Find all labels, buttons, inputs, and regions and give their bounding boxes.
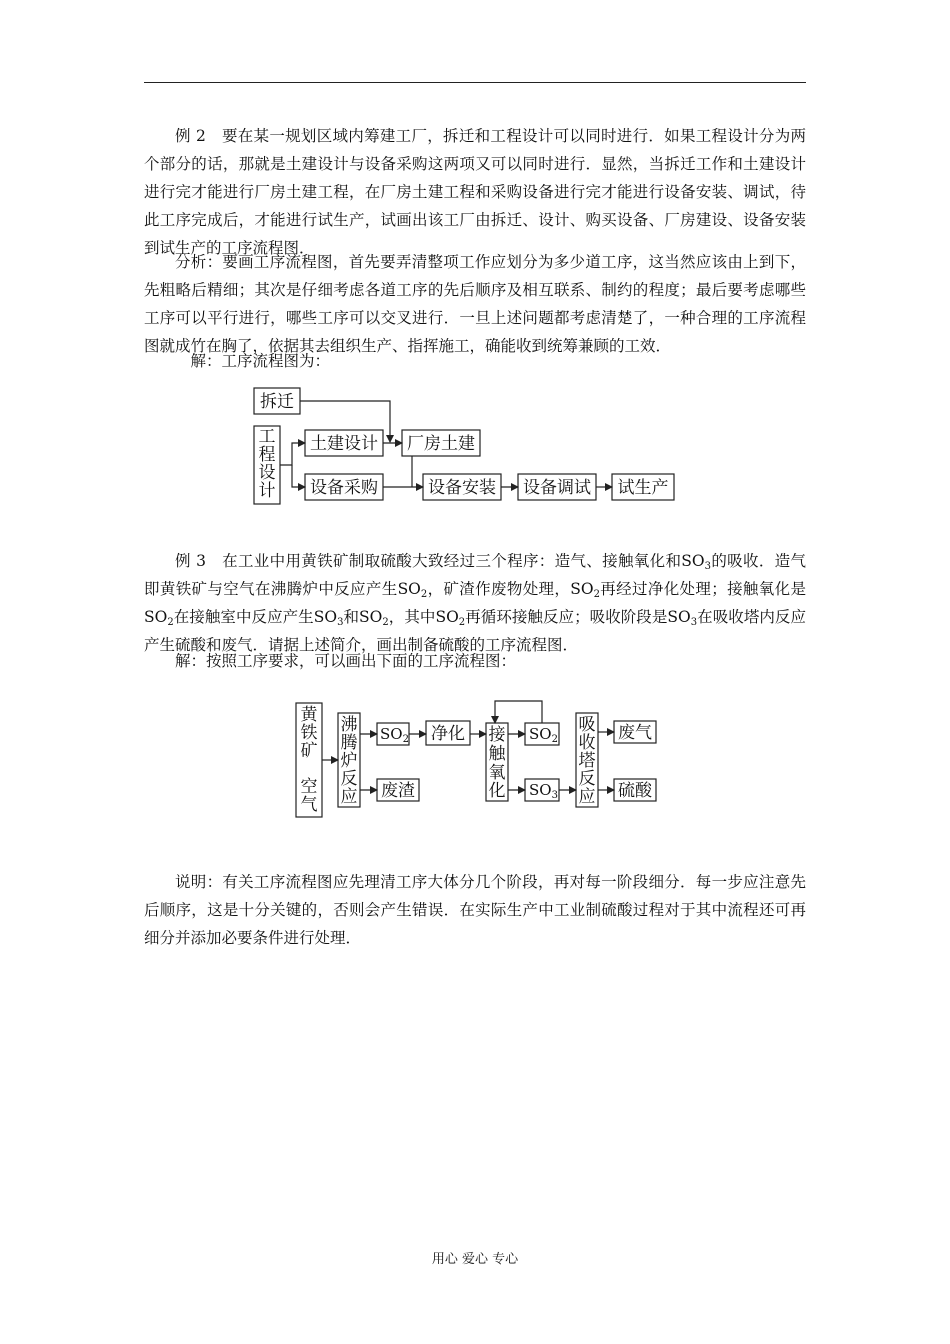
label-civil-design: 土建设计 [310, 434, 378, 454]
arrow-recycle [495, 701, 542, 723]
label-trial: 试生产 [617, 478, 669, 498]
label-demolish: 拆迁 [260, 392, 294, 412]
label-design-3: 计 [258, 481, 276, 501]
header-rule [144, 82, 806, 83]
label-design-0: 工 [258, 427, 276, 447]
sulfuric-acid-flowchart [292, 697, 662, 821]
label-so3: $SO_3$ [529, 781, 558, 801]
label-raw-2: 矿 [300, 741, 318, 761]
example3-solution: 解：按照工序要求，可以画出下面的工序流程图： [175, 652, 517, 670]
example2-analysis: 分析：要画工序流程图，首先要弄清整项工作应划分为多少道工序，这当然应该由上到下，先粗略后精细；其次是仔细考虑各道工序的先后顺序及相互联系、制约的程度；最后要考虑哪些工序可以平行进行，哪些工序可以交叉进行．一旦上述问题都考虑清楚了，一种合理的工序流程图就成竹在胸了，依据其去组织生产、指挥施工，确能收到统筹兼顾的工效． [144, 253, 806, 355]
label-contact-0: 接 [488, 725, 506, 745]
arrow-design-procure [292, 465, 305, 487]
label-air-0: 空 [300, 777, 318, 797]
label-tower-0: 吸 [578, 715, 596, 735]
label-so2-a: $SO_2$ [380, 725, 409, 745]
example3-text: 例 3 在工业中用黄铁矿制取硫酸大致经过三个程序：造气、接触氧化和$SO_3$的吸收．造气即黄铁矿与空气在沸腾炉中反应产生$SO_2$，矿渣作废物处理，$SO_2$再经过净化处理；接触氧化是$SO_2$在接触室中反应产生$SO_3$和$SO_2$，其中$SO_2$再循环接触反应；吸收阶段是$SO_3$在吸收塔内反应产生硫酸和废气．请据上述简介，画出制备硫酸的工序流程图． [144, 552, 806, 654]
label-contact-3: 化 [488, 781, 506, 801]
label-furnace-2: 炉 [340, 751, 358, 771]
label-air-1: 气 [300, 795, 318, 815]
label-raw-0: 黄 [300, 705, 318, 725]
arrow-design-civil [280, 443, 305, 465]
label-exhaust: 废气 [618, 723, 652, 743]
example2-solution: 解：工序流程图为： [190, 352, 331, 370]
label-tower-2: 塔 [578, 751, 596, 771]
label-furnace-4: 应 [340, 787, 358, 807]
label-tower-1: 收 [578, 733, 596, 753]
note-text: 说明：有关工序流程图应先理清工序大体分几个阶段，再对每一阶段细分．每一步应注意先后顺序，这是十分关键的，否则会产生错误．在实际生产中工业制硫酸过程对于其中流程还可再细分并添加必要条件进行处理． [144, 873, 806, 947]
label-tower-4: 应 [578, 787, 596, 807]
label-contact-1: 触 [488, 744, 506, 764]
label-slag: 废渣 [381, 781, 415, 801]
page-footer: 用心 爱心 专心 [431, 1252, 519, 1267]
label-furnace-1: 腾 [340, 733, 358, 753]
label-design-1: 程 [258, 445, 276, 465]
label-tower-3: 反 [578, 769, 596, 789]
label-debug: 设备调试 [523, 478, 591, 498]
label-design-2: 设 [258, 463, 276, 483]
label-raw-1: 铁 [300, 723, 318, 743]
label-acid: 硫酸 [618, 781, 652, 801]
label-furnace-3: 反 [340, 769, 358, 789]
label-so2-b: $SO_2$ [529, 725, 558, 745]
label-contact-2: 氧 [488, 763, 506, 783]
label-install: 设备安装 [428, 478, 496, 498]
example2-text: 例 2 要在某一规划区域内筹建工厂，拆迁和工程设计可以同时进行．如果工程设计分为两个部分的话，那就是土建设计与设备采购这两项又可以同时进行．显然，当拆迁工作和土建设计进行完才能进行厂房土建工程，在厂房土建工程和采购设备进行完才能进行设备安装、调试，待此工序完成后，才能进行试生产，试画出该工厂由拆迁、设计、购买设备、厂房建设、设备安装到试生产的工序流程图． [144, 127, 806, 257]
label-procurement: 设备采购 [310, 478, 378, 498]
label-furnace-0: 沸 [340, 715, 358, 735]
factory-flowchart [250, 382, 680, 508]
label-purify: 净化 [431, 724, 465, 744]
label-plant-build: 厂房土建 [407, 434, 475, 454]
